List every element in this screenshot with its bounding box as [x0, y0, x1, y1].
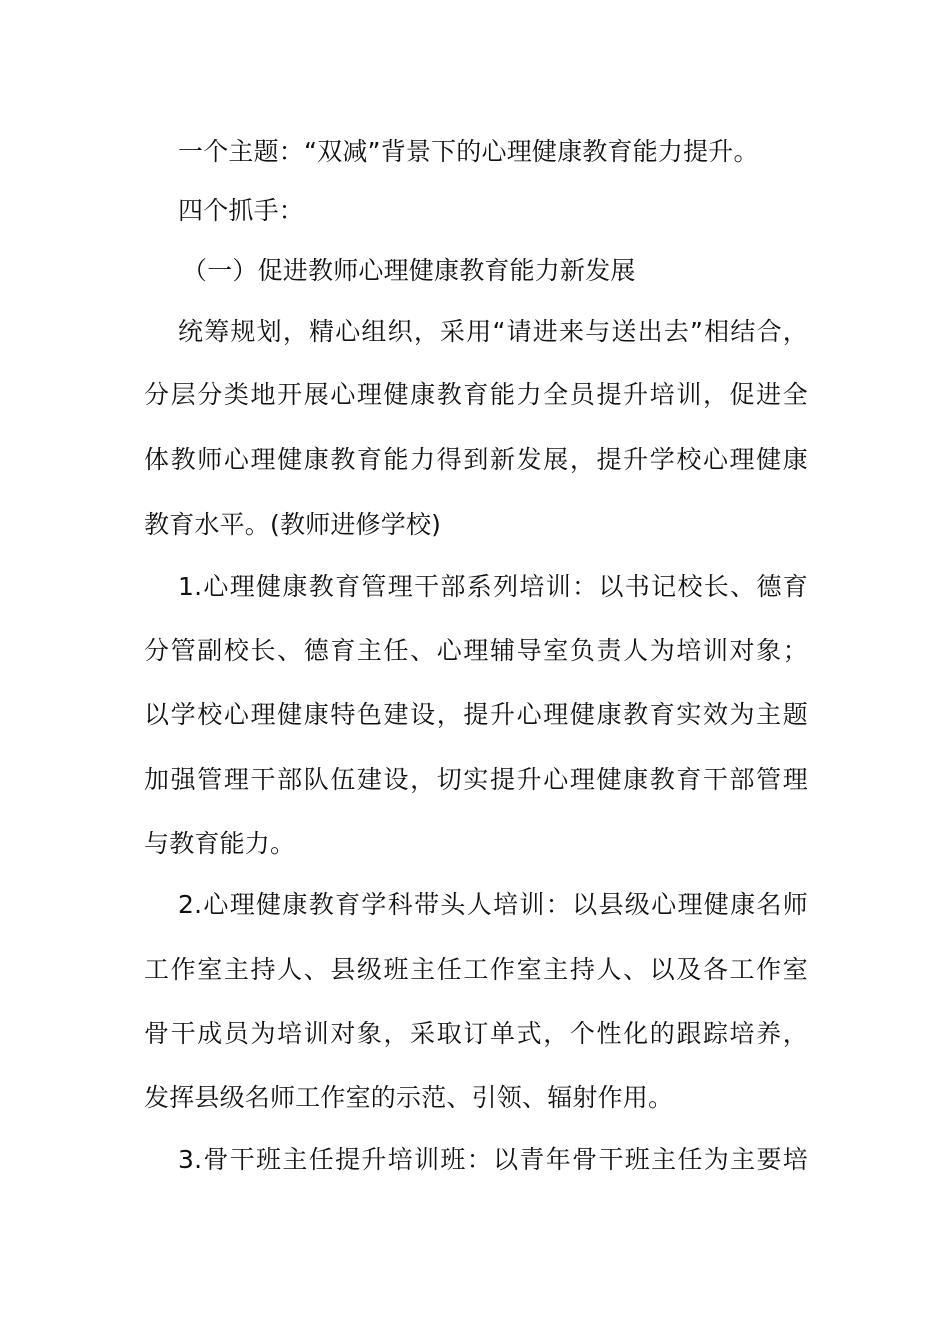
paragraph-line: 工作室主持人、县级班主任工作室主持人、以及各工作室 — [144, 955, 808, 984]
paragraph-line: 3.骨干班主任提升培训班：以青年骨干班主任为主要培 — [178, 1145, 808, 1174]
four-handles-heading: 四个抓手： — [178, 196, 305, 225]
paragraph-line: 体教师心理健康教育能力得到新发展，提升学校心理健康 — [144, 445, 808, 474]
paragraph-line: 统筹规划，精心组织，采用“请进来与送出去”相结合， — [178, 317, 808, 346]
paragraph-line: 发挥县级名师工作室的示范、引领、辐射作用。 — [144, 1083, 674, 1112]
paragraph-line: 以学校心理健康特色建设，提升心理健康教育实效为主题 — [144, 700, 808, 729]
paragraph-line: 分层分类地开展心理健康教育能力全员提升培训，促进全 — [144, 380, 808, 409]
section-heading-1: （一）促进教师心理健康教育能力新发展 — [182, 256, 636, 285]
paragraph-line: 2.心理健康教育学科带头人培训：以县级心理健康名师 — [178, 890, 808, 919]
paragraph-line: 教育水平。(教师进修学校) — [144, 510, 442, 539]
paragraph-line: 1.心理健康教育管理干部系列培训：以书记校长、德育 — [178, 572, 808, 601]
theme-line: 一个主题：“双减”背景下的心理健康教育能力提升。 — [178, 137, 759, 166]
paragraph-line: 分管副校长、德育主任、心理辅导室负责人为培训对象； — [144, 636, 808, 665]
paragraph-line: 骨干成员为培训对象，采取订单式，个性化的跟踪培养， — [144, 1019, 808, 1048]
paragraph-line: 加强管理干部队伍建设，切实提升心理健康教育干部管理 — [144, 765, 808, 794]
paragraph-line: 与教育能力。 — [144, 829, 296, 858]
